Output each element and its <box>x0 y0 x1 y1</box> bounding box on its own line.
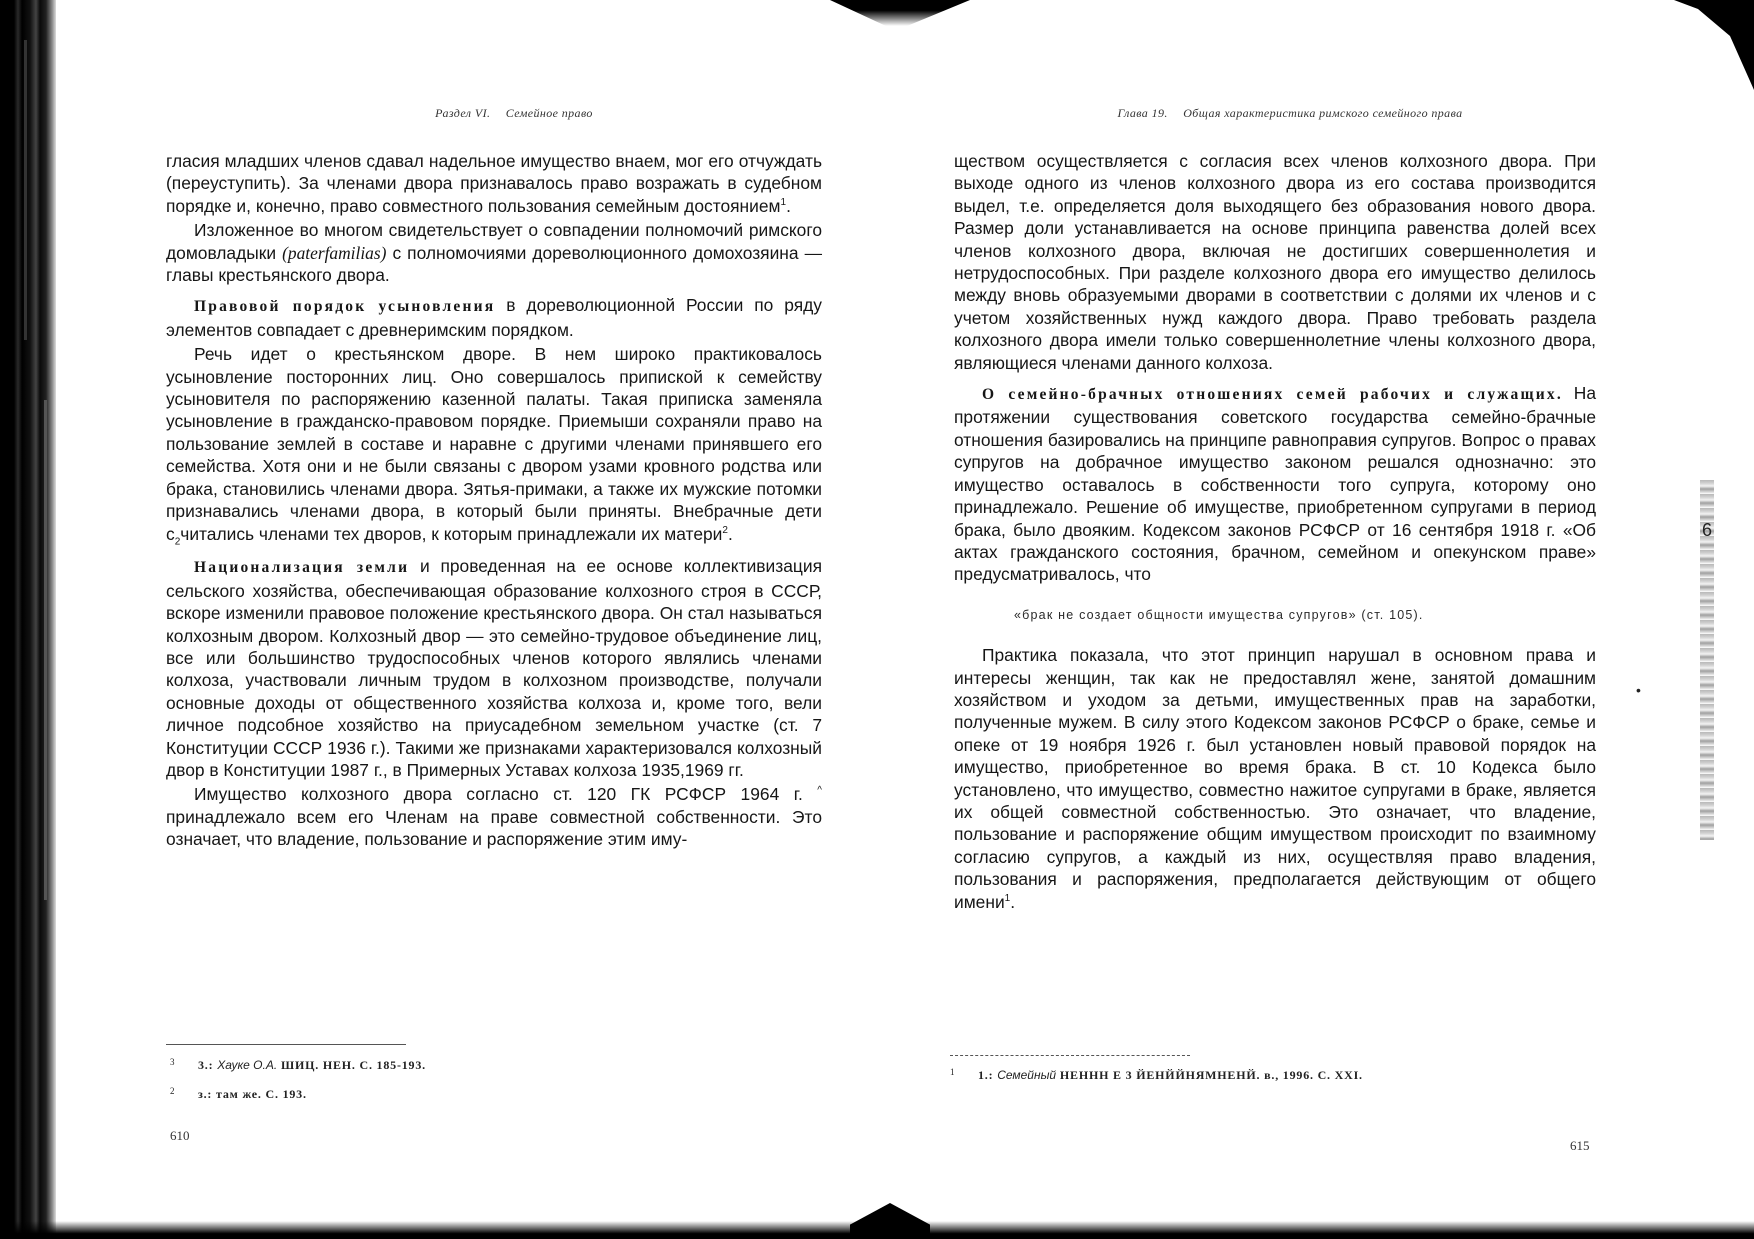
paragraph: Правовой порядок усыновления в дореволюционной России по ряду элементов совпадает с древнеримским порядком. <box>166 295 822 340</box>
scan-binding-shadow <box>0 0 56 1239</box>
page-number: 610 <box>170 1128 190 1143</box>
paragraph: О семейно-брачных отношениях семей рабочих и служащих. На протяжении существования советского государства семейно-брачные отношения базировались на принципе равноправия супругов. Вопрос о правах супругов на добрачное имущество законом решался однозначно: это имущество оставалось в собственности того супруга, которому оно принадлежало. Решение об имуществе, приобретенном супругами в период брака, было двояким. Кодексом законов РСФСР от 16 сентября 1918 г. «Об актах гражданского состояния, брачном, семейном и опекунском праве» предусматривалось, что <box>954 383 1597 585</box>
paragraph: гласия младших членов сдавал надельное имущество внаем, мог его отчуждать (переуступить). За членами двора признавалось право возражать в судебном порядке и, конечно, право совместного пользования семейным достоянием$^1$. <box>166 151 822 216</box>
chapter-title: Общая характеристика римского семейного права <box>1183 106 1463 120</box>
page-number: 615 <box>1570 1138 1590 1153</box>
footnotes <box>170 1056 770 1104</box>
scan-fold-top <box>830 0 970 26</box>
paragraph-lead: О семейно-брачных отношениях семей рабочих и служащих. <box>982 386 1563 404</box>
section-label: Раздел VI. <box>435 106 491 120</box>
paragraph: ществом осуществляется с согласия всех членов колхозного двора. При выходе одного из членов колхозного двора из его состава производится выдел, т.е. определяется доля выходящего без образования нового двора. Размер доли устанавливается на основе принципа равенства долей всех членов колхозного двора, включая не достигших совершеннолетия и нетрудоспособных. При разделе колхозного двора его имущество делилось между вновь образуемыми дворами в соответствии с долями их членов и с учетом хозяйственных нужд каждого двора. Право требовать раздела колхозного двора имели только совершеннолетние члены колхозного двора, являющиеся членами данного колхоза. <box>954 151 1596 373</box>
scan-corner-shadow <box>1674 0 1754 90</box>
paragraph: Речь идет о крестьянском дворе. В нем широко практиковалось усыновление посторонних лиц. Оно совершалось припиской к семейству усыновителя по распоряжению казенной палаты. Такая приписка заменяла усыновление в гражданско-правовом порядке. Приемыши сохраняли право на пользование землей в составе и наравне с другими членами принявшего его семейства. Хотя они и не были связаны с двором узами кровного родства или брака, становились членами двора. Зятья-примаки, а также их мужские потомки признавались членами двора, в который были приняты. Внебрачные дети $с_2читались$ членами тех дворов, к которым принадлежали их матери$^2$. <box>166 344 822 547</box>
running-head <box>160 106 828 121</box>
paragraph: Имущество колхозного двора согласно ст. 120 ГК РСФСР 1964 г. ^ принадлежало всем его Членам на праве совместной собственности. Это означает, что владение, пользование и распоряжение этим иму- <box>166 784 822 850</box>
paragraph-lead: Национализация земли <box>194 559 410 577</box>
paragraph: Практика показала, что этот принцип нарушал в основном права и интересы женщин, так как не предоставлял жене, занятой домашним хозяйством и уходом за детьми, имущественных прав на заработки, полученные мужем. В силу этого Кодексом законов РСФСР о браке, семье и опеке от 19 ноября 1926 г. был установлен новый правовой порядок на имущество, приобретенное во время брака. В ст. 10 Кодекса было установлено, что имущество, совместно нажитое супругами в браке, является их общей совместной собственностью. Это означает, что владение, пользование и распоряжение общим имуществом происходит по взаимному согласию супругов, а каждый из них, осуществляя право владения, пользования и распоряжения, предполагается действующим от общего имени$^1$. <box>954 645 1596 912</box>
quotation: «брак не создает общности имущества супругов» (ст. 105). <box>1014 607 1424 622</box>
footnote-ref: 1 <box>1004 892 1011 904</box>
footnote: 3 3.: Хауке О.А. ШИЦ. НЕН. С. 185-193. <box>170 1057 426 1072</box>
footnote-ref: 1 <box>780 197 787 209</box>
section-title: Семейное право <box>505 106 593 120</box>
footnotes <box>950 1066 1590 1085</box>
paragraph: Изложенное во многом свидетельствует о совпадении полномочий римского домовладыки (paterfamilias) с полномочиями дореволюционного домохозяина — главы крестьянского двора. <box>166 220 822 286</box>
chapter-label: Глава 19. <box>1117 106 1168 120</box>
margin-mark: • <box>1636 682 1641 698</box>
body-text <box>954 150 1596 913</box>
running-head <box>950 106 1600 121</box>
paragraph-lead: Правовой порядок усыновления <box>194 298 496 316</box>
footnote-ref: 2 <box>722 524 728 536</box>
footnote-rule <box>166 1044 406 1045</box>
footnote: 1 1.: Семейный НЕННН Е 3 ЙЕНЙЙНЯМНЕНЙ. в., 1996. С. XXI. <box>950 1067 1363 1082</box>
margin-mark: 6 <box>1702 520 1713 540</box>
paragraph: Национализация земли и проведенная на ее основе коллективизация сельского хозяйства, обеспечивающая образование колхозного строя в СССР, вскоре изменили правовое положение крестьянского двора. Он стал называться колхозным двором. Колхозный двор — это семейно-трудовое объединение лиц, все или большинство трудоспособных членов которого являлись членами колхоза, участвовали личным трудом в колхозном производстве, получали основные доходы от общественного хозяйства колхоза и, кроме того, вели личное подсобное хозяйство на приусадебном земельном участке (ст. 7 Конституции СССР 1936 г.). Такими же признаками характеризовался колхозный двор в Конституции 1987 г., в Примерных Уставах колхоза 1935,1969 гг. <box>166 556 822 781</box>
footnote-rule <box>950 1055 1190 1056</box>
footnote: 2 з.: там же. С. 193. <box>170 1086 307 1101</box>
scan-fold-bottom <box>850 1203 930 1239</box>
body-text <box>166 150 822 851</box>
